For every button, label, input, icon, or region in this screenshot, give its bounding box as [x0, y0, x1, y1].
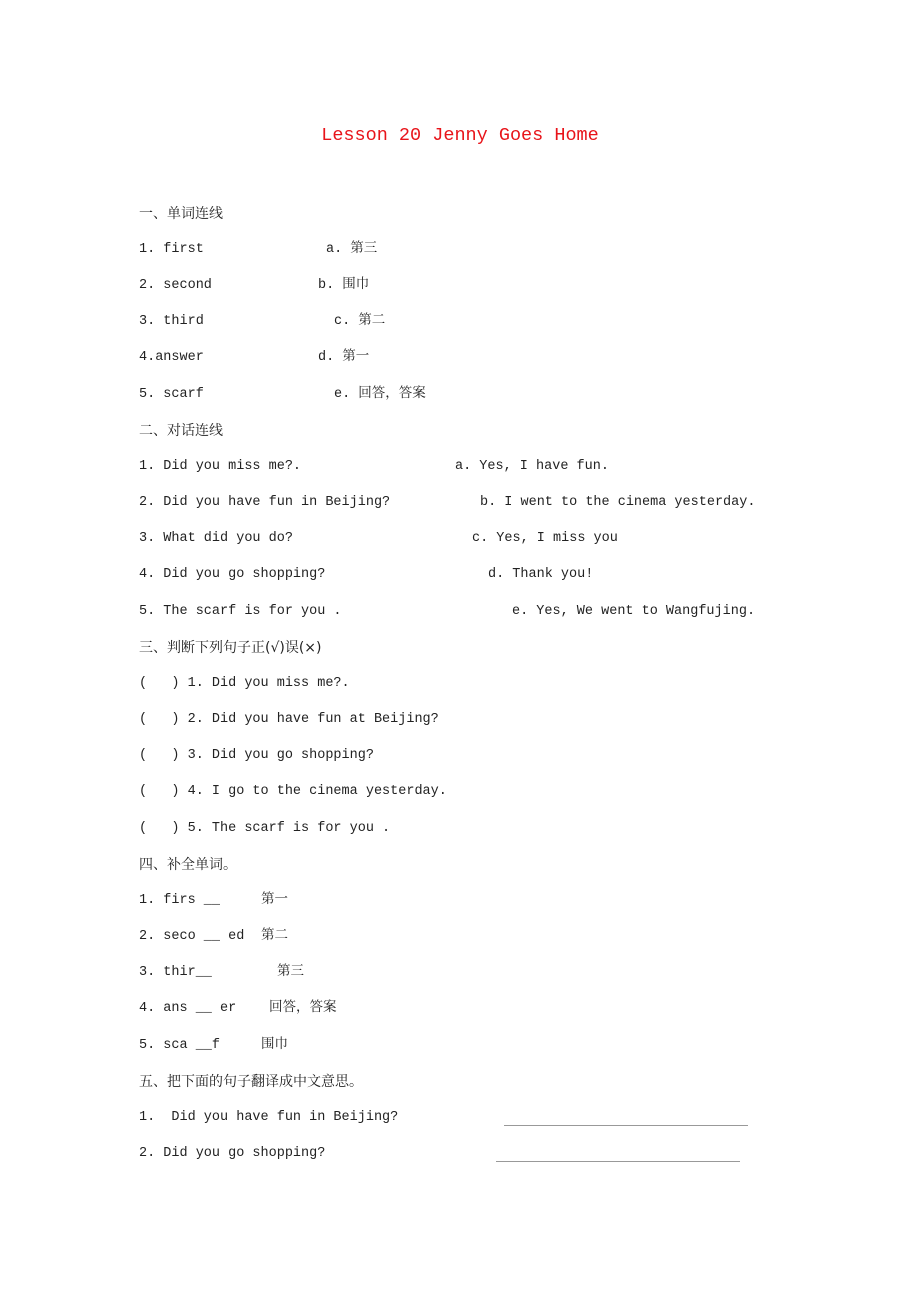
word-item: 1. first [139, 242, 204, 257]
meaning-item: c. 第二 [334, 314, 386, 329]
answer-item: e. Yes, We went to Wangfujing. [512, 604, 756, 619]
question-item: 1. Did you miss me?. [139, 459, 302, 474]
judge-item: ( ) 4. I go to the cinema yesterday. [139, 784, 447, 799]
section3-heading: 三、判断下列句子正(√)误(×) [139, 640, 322, 656]
fill-meaning: 第三 [277, 965, 304, 980]
question-item: 4. Did you go shopping? [139, 567, 326, 582]
word-item: 4.answer [139, 350, 204, 365]
fill-meaning: 第一 [261, 893, 288, 908]
answer-blank-line[interactable] [504, 1125, 748, 1126]
answer-item: b. I went to the cinema yesterday. [480, 495, 756, 510]
fill-word: 5. sca __f [139, 1038, 221, 1053]
page-title: Lesson 20 Jenny Goes Home [321, 125, 599, 146]
judge-item: ( ) 2. Did you have fun at Beijing? [139, 712, 439, 727]
meaning-item: d. 第一 [318, 350, 370, 365]
section5-heading: 五、把下面的句子翻译成中文意思。 [139, 1074, 363, 1090]
question-item: 3. What did you do? [139, 531, 293, 546]
fill-word: 3. thir__ [139, 965, 212, 980]
answer-item: d. Thank you! [488, 567, 594, 582]
word-item: 3. third [139, 314, 204, 329]
judge-item: ( ) 5. The scarf is for you . [139, 821, 391, 836]
fill-word: 1. firs __ [139, 893, 221, 908]
meaning-item: b. 围巾 [318, 278, 370, 293]
word-item: 5. scarf [139, 387, 204, 402]
word-item: 2. second [139, 278, 212, 293]
fill-meaning: 第二 [261, 929, 288, 944]
fill-meaning: 回答，答案 [269, 1001, 337, 1016]
meaning-item: e. 回答，答案 [334, 387, 426, 402]
section1-heading: 一、单词连线 [139, 206, 223, 222]
answer-item: c. Yes, I miss you [472, 531, 618, 546]
question-item: 5. The scarf is for you . [139, 604, 342, 619]
judge-item: ( ) 1. Did you miss me?. [139, 676, 350, 691]
section2-heading: 二、对话连线 [139, 423, 223, 439]
answer-item: a. Yes, I have fun. [455, 459, 609, 474]
fill-meaning: 围巾 [261, 1038, 288, 1053]
fill-word: 2. seco __ ed [139, 929, 245, 944]
answer-blank-line[interactable] [496, 1161, 740, 1162]
question-item: 2. Did you have fun in Beijing? [139, 495, 391, 510]
translate-item: 2. Did you go shopping? [139, 1146, 326, 1161]
section4-heading: 四、补全单词。 [139, 857, 237, 873]
translate-item: 1. Did you have fun in Beijing? [139, 1110, 399, 1125]
meaning-item: a. 第三 [326, 242, 378, 257]
fill-word: 4. ans __ er [139, 1001, 237, 1016]
judge-item: ( ) 3. Did you go shopping? [139, 748, 374, 763]
